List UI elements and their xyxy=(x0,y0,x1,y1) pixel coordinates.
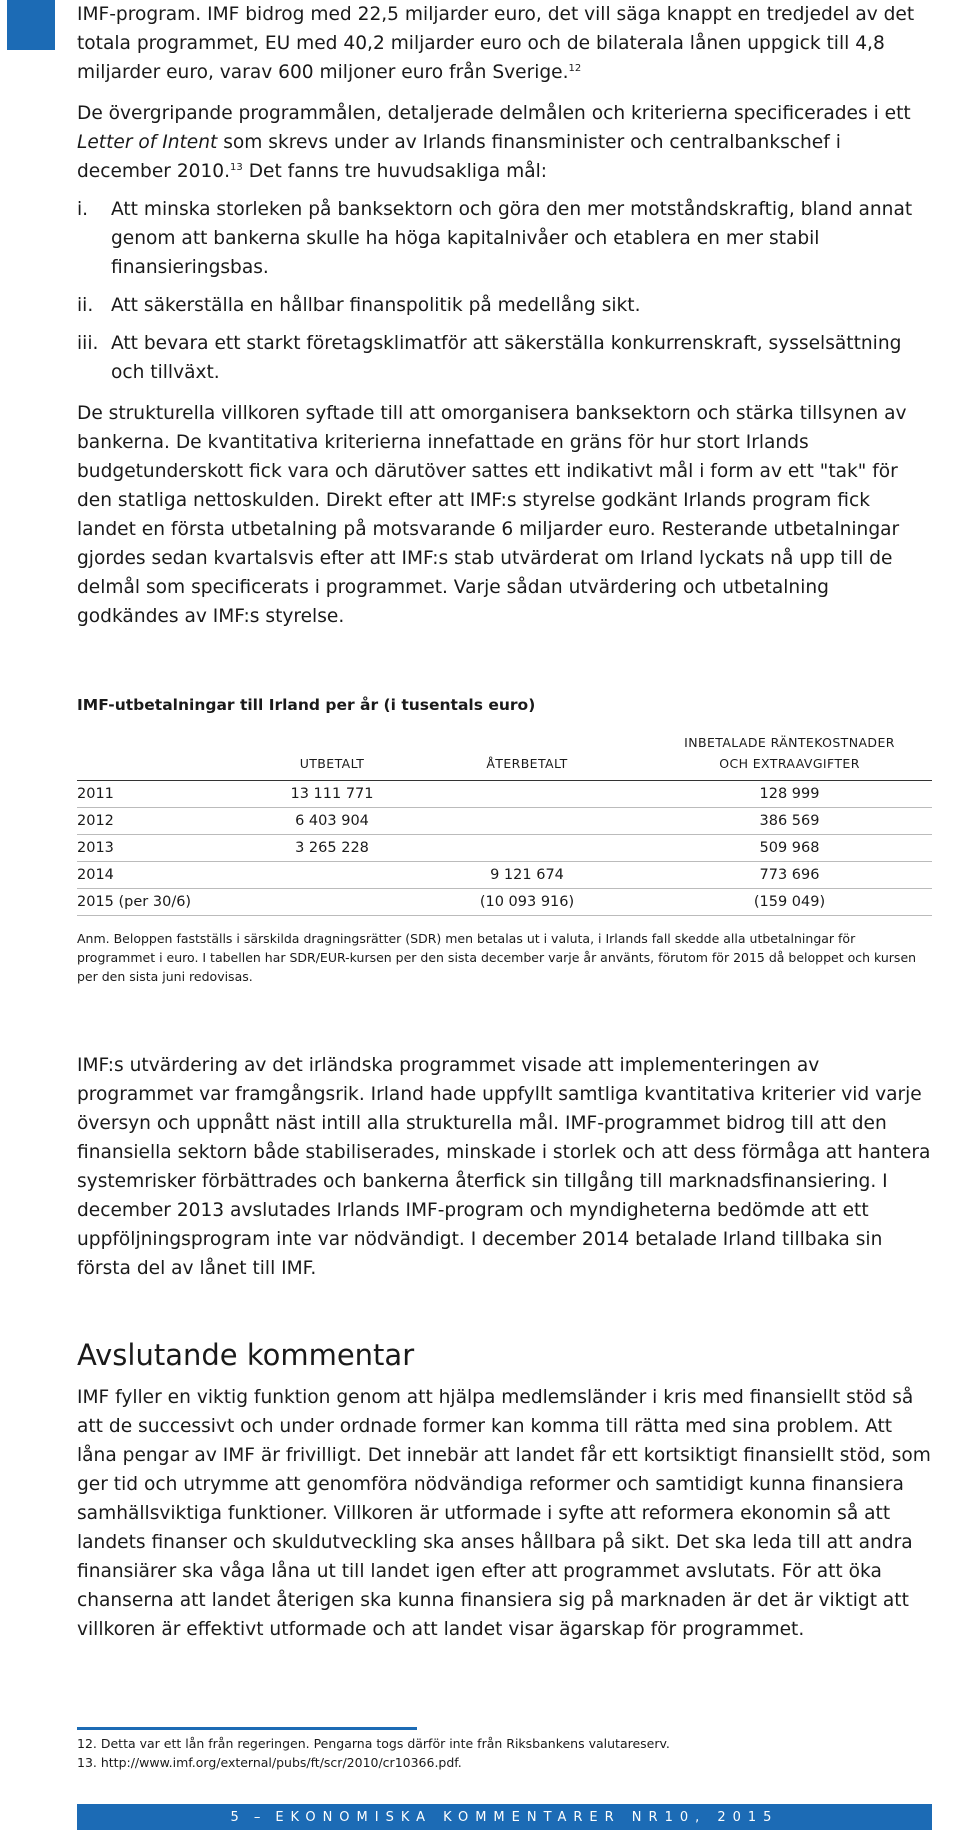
footnote-13[interactable]: 13. http://www.imf.org/external/pubs/ft/scr/2010/cr10366.pdf. xyxy=(77,1755,462,1770)
footnotes xyxy=(77,1734,670,1772)
page-content xyxy=(77,0,932,1644)
cell-inbetalade: 128 999 xyxy=(647,781,932,808)
cell-inbetalade: 386 569 xyxy=(647,808,932,835)
cell-year: 2011 xyxy=(77,781,257,808)
paragraph-text: som skrevs under av Irlands finansminister och centralbankschef i december 2010. xyxy=(77,132,841,182)
column-header-inbetalade xyxy=(647,732,932,781)
cell-year: 2014 xyxy=(77,862,257,889)
list-item-text: Att minska storleken på banksektorn och göra den mer motståndskraftig, bland annat genom att bankerna skulle ha höga kapitalnivåer och etablera en mer stabil finansieringsbas. xyxy=(111,199,913,278)
paragraph-text: Det fanns tre huvudsakliga mål: xyxy=(242,161,548,182)
goals-list xyxy=(77,195,932,387)
paragraph-text: De övergripande programmålen, detaljerade delmålen och kriterierna specificerades i ett xyxy=(77,103,911,124)
footnote-divider xyxy=(77,1727,417,1730)
page-number: 5 xyxy=(230,1809,246,1825)
list-item-number: ii. xyxy=(77,295,94,316)
list-item-number: i. xyxy=(77,199,89,220)
page-footer xyxy=(77,1804,932,1830)
paragraph-text: IMF-program. IMF bidrog med 22,5 miljarder euro, det vill säga knappt en tredjedel av det totala programmet, EU med 40,2 miljarder euro och de bilaterala lånen uppgick till 4,8 miljarder euro, varav 600 miljoner euro från Sverige. xyxy=(77,4,915,83)
disbursement-table-block xyxy=(77,691,932,986)
cell-utbetalt: 6 403 904 xyxy=(257,808,407,835)
cell-aterbetalt xyxy=(407,808,647,835)
column-header-line: INBETALADE RÄNTEKOSTNADER xyxy=(684,735,895,750)
cell-utbetalt xyxy=(257,862,407,889)
cell-utbetalt: 13 111 771 xyxy=(257,781,407,808)
cell-inbetalade: 509 968 xyxy=(647,835,932,862)
table-title: IMF-utbetalningar till Irland per år (i tusentals euro) xyxy=(77,696,536,714)
cell-aterbetalt: 9 121 674 xyxy=(407,862,647,889)
cell-utbetalt: 3 265 228 xyxy=(257,835,407,862)
table-row xyxy=(77,889,932,916)
cell-utbetalt xyxy=(257,889,407,916)
paragraph-concluding: IMF fyller en viktig funktion genom att hjälpa medlemsländer i kris med finansiellt stöd så att de successivt och under ordnade former kan komma till rätta med sina problem. Att låna pengar av IMF är frivilligt. Det innebär att landet får ett kortsiktigt finansiellt stöd, som ger tid och utrymme att genomföra nödvändiga reformer och samtidigt kunna finansiera samhällsviktiga funktioner. Villkoren är utformade i syfte att reformera ekonomin så att landets finanser och skuldutveckling ska anses hållbara på sikt. Det ska leda till att andra finansiärer ska våga låna ut till landet igen efter att programmet avslutats. För att öka chanserna att landet återigen ska kunna finansiera sig på marknaden är det är viktigt att villkoren är effektivt utformade och att landet visar ägarskap för programmet. xyxy=(77,1387,931,1640)
paragraph-imf-contribution xyxy=(77,0,932,87)
corner-accent-square xyxy=(7,0,55,50)
section-heading: Avslutande kommentar xyxy=(77,1338,415,1372)
table-row xyxy=(77,835,932,862)
list-item xyxy=(77,195,932,282)
footnote-12: 12. Detta var ett lån från regeringen. Pengarna togs därför inte från Riksbankens valutareserv. xyxy=(77,1736,670,1751)
cell-inbetalade: 773 696 xyxy=(647,862,932,889)
cell-year: 2013 xyxy=(77,835,257,862)
paragraph-structural-conditions: De strukturella villkoren syftade till att omorganisera banksektorn och stärka tillsynen av bankerna. De kvantitativa kriterierna innefattade en gräns för hur stort Irlands budgetunderskott fick vara och därutöver sattes ett indikativt mål i form av ett "tak" för den statliga nettoskulden. Direkt efter att IMF:s styrelse godkänt Irlands program fick landet en första utbetalning på motsvarande 6 miljarder euro. Resterande utbetalningar gjordes sedan kvartalsvis efter att IMF:s stab utvärderat om Irland lyckats nå upp till de delmål som specificerats i programmet. Varje sådan utvärdering och utbetalning godkändes av IMF:s styrelse. xyxy=(77,403,907,627)
cell-aterbetalt xyxy=(407,781,647,808)
cell-inbetalade: (159 049) xyxy=(647,889,932,916)
table-row xyxy=(77,862,932,889)
footer-dash: – xyxy=(253,1809,268,1825)
table-header-row xyxy=(77,732,932,781)
column-header-utbetalt: UTBETALT xyxy=(257,732,407,781)
column-header-year xyxy=(77,732,257,781)
cell-aterbetalt xyxy=(407,835,647,862)
table-row xyxy=(77,781,932,808)
list-item xyxy=(77,291,932,320)
cell-aterbetalt: (10 093 916) xyxy=(407,889,647,916)
table-note: Anm. Beloppen fastställs i särskilda dragningsrätter (SDR) men betalas ut i valuta, i Irlands fall skedde alla utbetalningar för programmet i euro. I tabellen har SDR/EUR-kursen per den sista december varje år använts, förutom för 2015 då beloppet och kursen per den sista juni redovisas. xyxy=(77,931,917,984)
column-header-line: OCH EXTRAAVGIFTER xyxy=(719,756,860,771)
paragraph-program-goals xyxy=(77,99,932,186)
footnote-ref-13[interactable]: 13 xyxy=(230,161,243,173)
table-row xyxy=(77,808,932,835)
list-item-text: Att säkerställa en hållbar finanspolitik på medellång sikt. xyxy=(111,295,641,316)
letter-of-intent-term: Letter of Intent xyxy=(77,132,218,153)
list-item-text: Att bevara ett starkt företagsklimatför att säkerställa konkurrenskraft, sysselsättning och tillväxt. xyxy=(111,333,902,383)
publication-title: EKONOMISKA KOMMENTARER NR10, 2015 xyxy=(275,1809,779,1825)
list-item xyxy=(77,329,932,387)
list-item-number: iii. xyxy=(77,333,99,354)
paragraph-evaluation: IMF:s utvärdering av det irländska programmet visade att implementeringen av programmet var framgångsrik. Irland hade uppfyllt samtliga kvantitativa kriterier vid varje översyn och uppnått näst intill alla strukturella mål. IMF-programmet bidrog till att den finansiella sektorn både stabiliserades, minskade i storlek och att dess förmåga att hantera systemrisker förbättrades och bankerna återfick sin tillgång till marknadsfinansiering. I december 2013 avslutades Irlands IMF-program och myndigheterna bedömde att ett uppföljningsprogram inte var nödvändigt. I december 2014 betalade Irland tillbaka sin första del av lånet till IMF. xyxy=(77,1055,931,1279)
disbursement-table xyxy=(77,732,932,916)
column-header-aterbetalt: ÅTERBETALT xyxy=(407,732,647,781)
footnote-ref-12[interactable]: 12 xyxy=(568,62,582,74)
cell-year: 2015 (per 30/6) xyxy=(77,889,257,916)
cell-year: 2012 xyxy=(77,808,257,835)
